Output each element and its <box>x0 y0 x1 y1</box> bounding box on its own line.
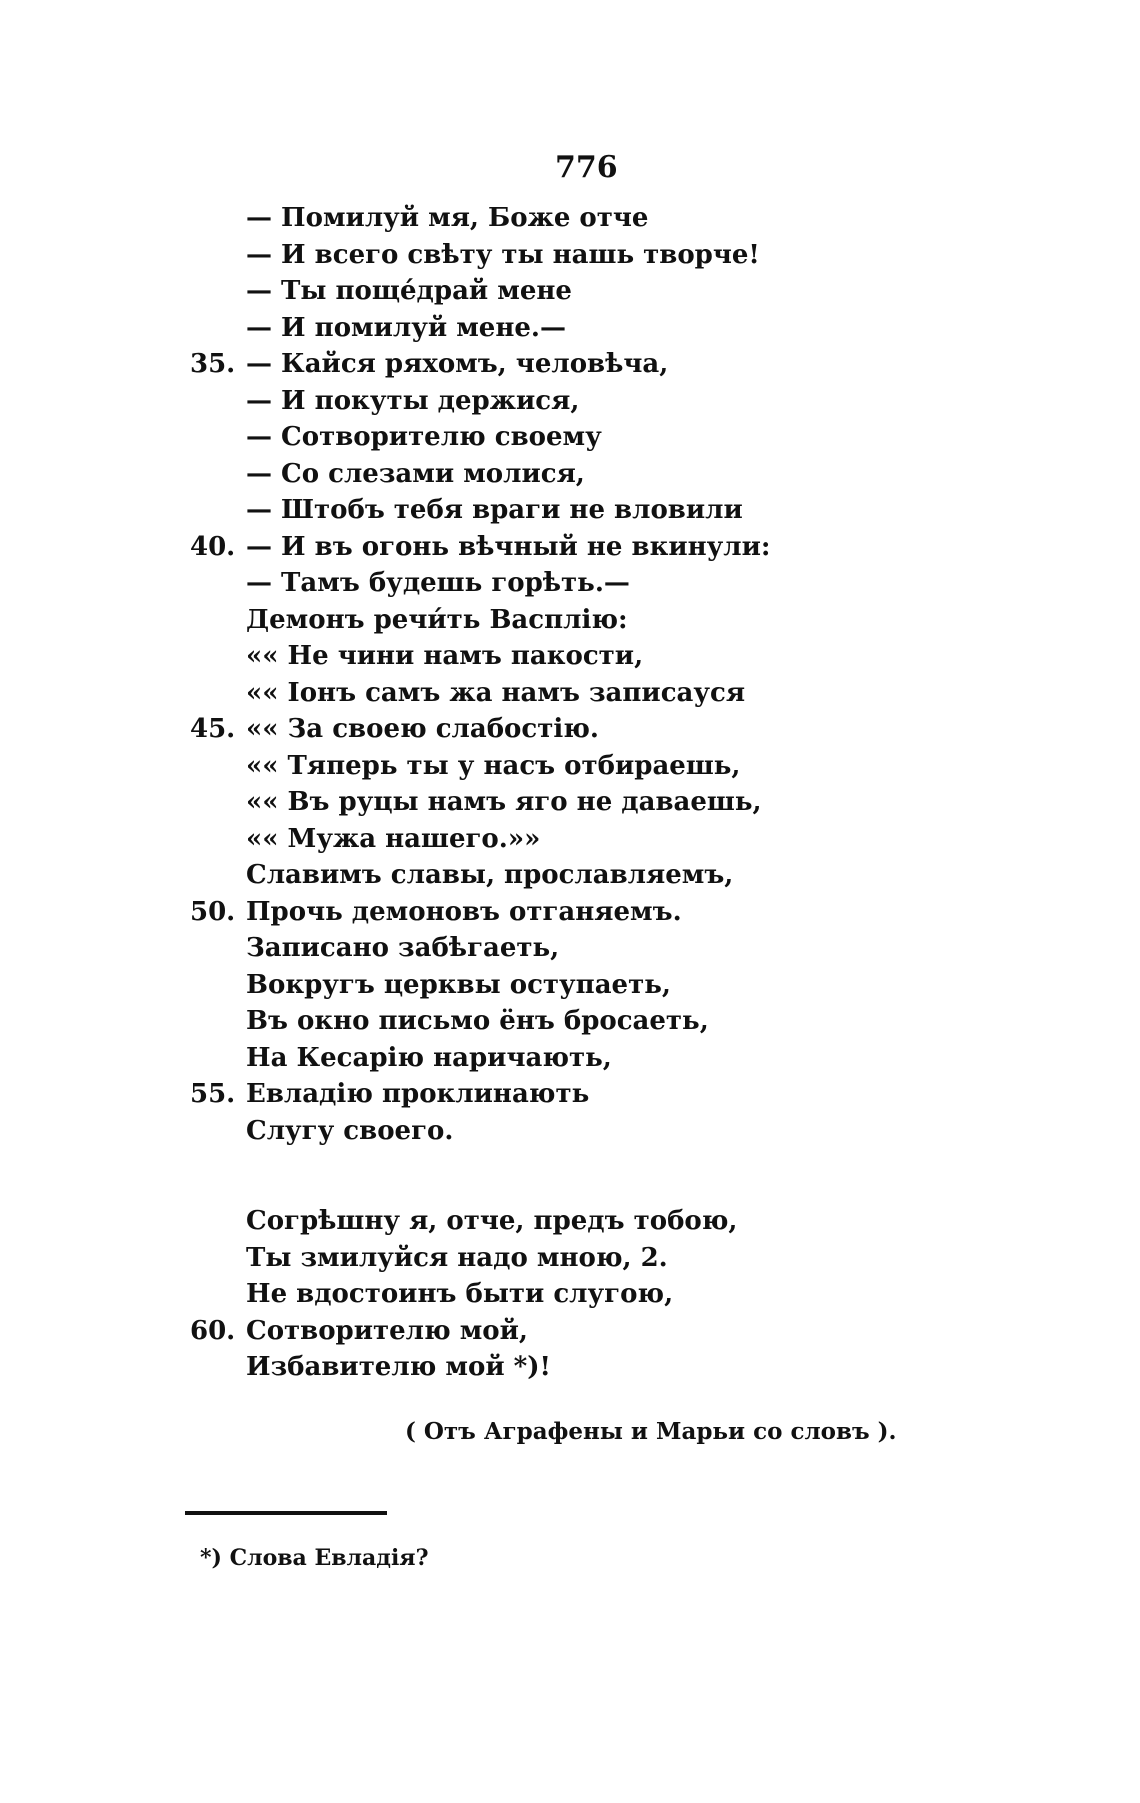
verse-line <box>190 930 890 967</box>
verse-text: Демонъ речи́ть Васплію: <box>246 604 628 635</box>
verse-text: Вокругъ церквы оступаеть, <box>246 969 671 1000</box>
stanza-1 <box>190 200 890 1149</box>
verse-text: — И покуты держися, <box>246 385 580 416</box>
verse-text: «« Въ руцы намъ яго не даваешь, <box>246 787 762 817</box>
source-note: ( Отъ Аграфены и Марьи со словъ ). <box>405 1418 897 1445</box>
verse-line <box>190 711 890 748</box>
verse-text: — Со слезами молися, <box>246 458 585 489</box>
verse-text: Не вдостоинъ быти слугою, <box>246 1279 674 1309</box>
verse-text: «« Не чини намъ пакости, <box>246 641 644 671</box>
verse-line <box>190 602 890 639</box>
stanza-gap <box>190 1149 890 1203</box>
verse-line <box>190 200 890 237</box>
line-number: 55. <box>190 1079 236 1109</box>
verse-line <box>190 1203 890 1240</box>
line-number: 40. <box>190 531 236 562</box>
verse-text: Въ окно письмо ёнъ бросаеть, <box>246 1006 709 1036</box>
verse-line <box>190 237 890 274</box>
verse-text: Согрѣшну я, отче, предъ тобою, <box>246 1206 738 1236</box>
verse-block <box>190 200 890 1386</box>
page-number: 776 <box>555 150 618 185</box>
verse-line <box>190 529 890 566</box>
verse-text: Сотворителю мой, <box>246 1315 528 1346</box>
verse-text: — Тамъ будешь горѣть.— <box>246 568 630 598</box>
verse-line <box>190 1349 890 1386</box>
verse-text: Евладію проклинають <box>246 1079 590 1109</box>
verse-line <box>190 1040 890 1077</box>
verse-line <box>190 1113 890 1150</box>
verse-line <box>190 894 890 931</box>
verse-line <box>190 456 890 493</box>
verse-line <box>190 821 890 858</box>
verse-line <box>190 346 890 383</box>
verse-text: Избавителю мой *)! <box>246 1352 551 1382</box>
verse-line <box>190 310 890 347</box>
line-number: 50. <box>190 896 236 927</box>
footnote-rule <box>185 1511 387 1515</box>
verse-text: — Ты пощéдрай мене <box>246 276 572 306</box>
verse-line <box>190 1240 890 1277</box>
verse-line <box>190 419 890 456</box>
verse-text: — Сотворителю своему <box>246 422 602 452</box>
verse-line <box>190 1276 890 1313</box>
verse-text: — Кайся ряхомъ, человѣча, <box>246 349 669 379</box>
verse-text: На Кесарію наричають, <box>246 1042 612 1073</box>
verse-text: «« За своею слабостію. <box>246 714 599 744</box>
stanza-2 <box>190 1203 890 1386</box>
line-number: 45. <box>190 714 236 744</box>
verse-line <box>190 383 890 420</box>
verse-line <box>190 1003 890 1040</box>
verse-line <box>190 638 890 675</box>
verse-line <box>190 1313 890 1350</box>
verse-line <box>190 967 890 1004</box>
line-number: 60. <box>190 1315 236 1346</box>
verse-line <box>190 1076 890 1113</box>
verse-text: — И помилуй мене.— <box>246 312 566 343</box>
verse-line <box>190 273 890 310</box>
verse-text: Записано забѣгаеть, <box>246 933 560 963</box>
verse-line <box>190 675 890 712</box>
verse-text: Прочь демоновъ отганяемъ. <box>246 896 682 927</box>
verse-text: Ты змилуйся надо мною, 2. <box>246 1242 668 1273</box>
verse-line <box>190 857 890 894</box>
verse-line <box>190 784 890 821</box>
verse-line <box>190 492 890 529</box>
footnote: *) Слова Евладія? <box>200 1545 429 1571</box>
line-number: 35. <box>190 349 236 379</box>
verse-text: — Помилуй мя, Боже отче <box>246 203 649 233</box>
verse-line <box>190 565 890 602</box>
verse-text: Славимъ славы, прославляемъ, <box>246 860 734 890</box>
verse-text: «« Мужа нашего.»» <box>246 823 541 854</box>
verse-text: «« Тяперь ты у насъ отбираешь, <box>246 750 741 781</box>
verse-line <box>190 748 890 785</box>
verse-text: — И всего свѣту ты нашь творче! <box>246 239 760 270</box>
verse-text: Слугу своего. <box>246 1115 454 1146</box>
verse-text: — Штобъ тебя враги не вловили <box>246 495 743 525</box>
verse-text: «« Іонъ самъ жа намъ записауся <box>246 677 746 708</box>
verse-text: — И въ огонь вѣчный не вкинули: <box>246 531 771 562</box>
